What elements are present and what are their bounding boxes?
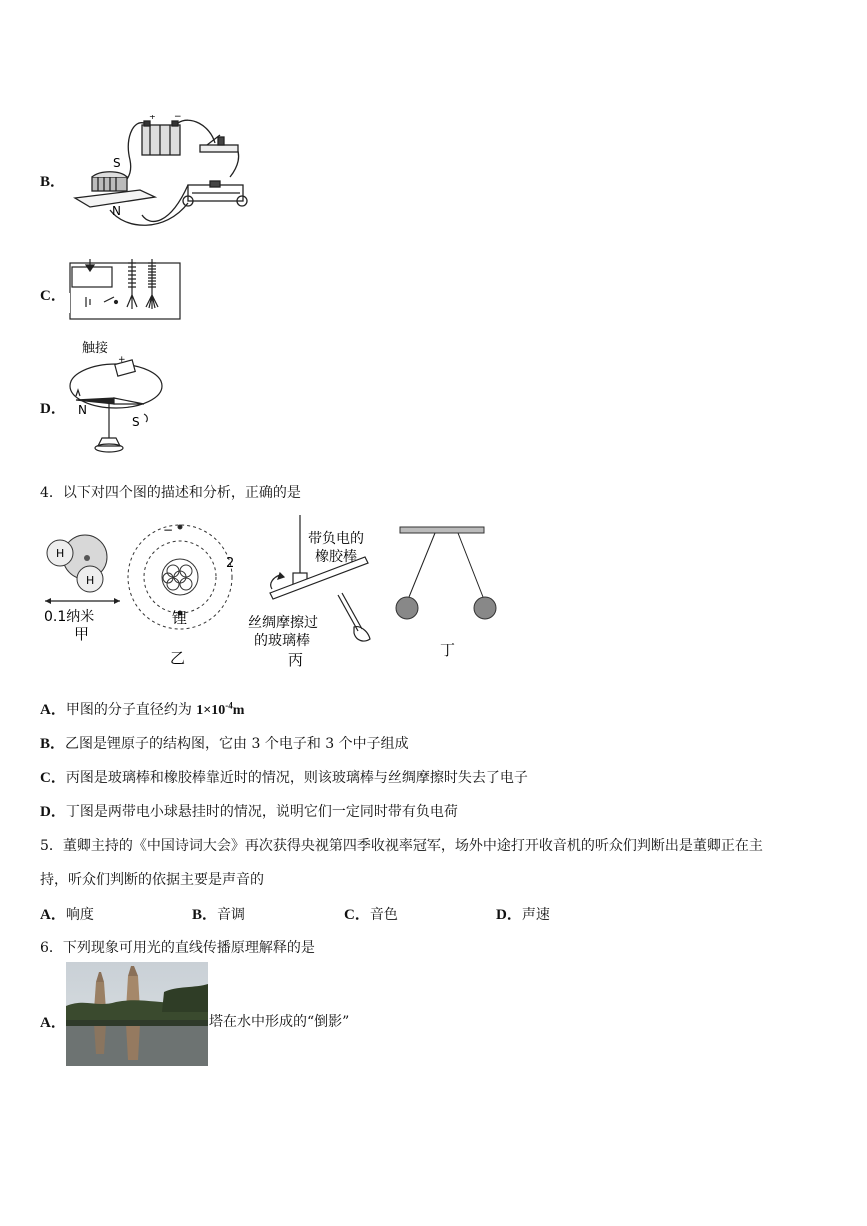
q6-stem: 6．下列现象可用光的直线传播原理解释的是 <box>40 940 315 956</box>
q3-option-b-figure <box>70 115 255 239</box>
touch-label: 触接 <box>82 341 109 356</box>
rubber-rod-label-2: 橡胶棒 <box>315 549 357 565</box>
fig-bing-name: 丙 <box>288 651 304 669</box>
fig-jia-name: 甲 <box>74 625 90 643</box>
pole-s: S <box>113 156 121 170</box>
rubber-rod-label-1: 带负电的 <box>308 531 364 547</box>
glass-rod-label-2: 的玻璃棒 <box>254 633 310 649</box>
fig-yi-name: 乙 <box>170 649 186 667</box>
q4-option-b: B．乙图是锂原子的结构图，它由 3 个电子和 3 个中子组成 <box>40 736 409 752</box>
oersted-experiment-diagram <box>64 338 169 458</box>
battery-plus-d: + <box>118 355 126 365</box>
orbit-num: 2 <box>226 556 235 571</box>
q6-option-a-label: A． <box>40 1015 66 1031</box>
battery-plus: + <box>149 115 156 121</box>
two-coil-circuit-diagram <box>66 255 186 325</box>
atom-h1: H <box>56 547 65 560</box>
element-li: 锂 <box>172 609 188 627</box>
q4-figures <box>40 515 510 679</box>
q6-option-a-text: 塔在水中形成的“倒影” <box>209 1014 350 1030</box>
scale-label: 0.1纳米 <box>44 609 95 625</box>
glass-rod-label-1: 丝绸摩擦过 <box>248 615 318 631</box>
q5-stem-line-1: 5．董卿主持的《中国诗词大会》再次获得央视第四季收视率冠军，场外中途打开收音机的听众们判断出是董卿正在主 <box>40 838 763 854</box>
battery-minus: − <box>174 115 182 122</box>
fig-ding-pendulums <box>396 527 496 619</box>
q4-option-a: A．甲图的分子直径约为 $1\times 10^{-4}m$ <box>40 700 245 718</box>
q4-four-figures <box>40 515 510 675</box>
q6-option-a-photo <box>66 962 208 1070</box>
q3-option-c-figure <box>66 255 186 329</box>
pole-n: N <box>112 204 121 218</box>
q5-option-a: A．响度 <box>40 907 94 923</box>
electron-minus: − <box>163 523 174 537</box>
q3-option-c-label: C． <box>40 288 66 304</box>
q4-stem: 4．以下对四个图的描述和分析，正确的是 <box>40 485 301 501</box>
atom-h2: H <box>86 574 95 587</box>
q3-option-d-label: D． <box>40 401 66 417</box>
q5-stem-line-2: 持，听众们判断的依据主要是声音的 <box>40 872 264 888</box>
q3-option-d-figure <box>64 338 169 462</box>
needle-s: S <box>132 415 140 429</box>
electromagnet-circuit-diagram <box>70 115 255 235</box>
q5-option-d: D．声速 <box>496 907 550 923</box>
q5-option-c: C．音色 <box>344 907 398 923</box>
needle-n: N <box>78 403 87 417</box>
tower-reflection-photo <box>66 962 208 1066</box>
q4-option-d: D．丁图是两带电小球悬挂时的情况，说明它们一定同时带有负电荷 <box>40 804 458 820</box>
q4-option-c: C．丙图是玻璃棒和橡胶棒靠近时的情况，则该玻璃棒与丝绸摩擦时失去了电子 <box>40 770 528 786</box>
q3-option-b-label: B． <box>40 174 66 190</box>
fig-ding-name: 丁 <box>440 641 456 659</box>
q5-option-b: B．音调 <box>192 907 246 923</box>
fig-jia-water-molecule <box>44 535 120 643</box>
